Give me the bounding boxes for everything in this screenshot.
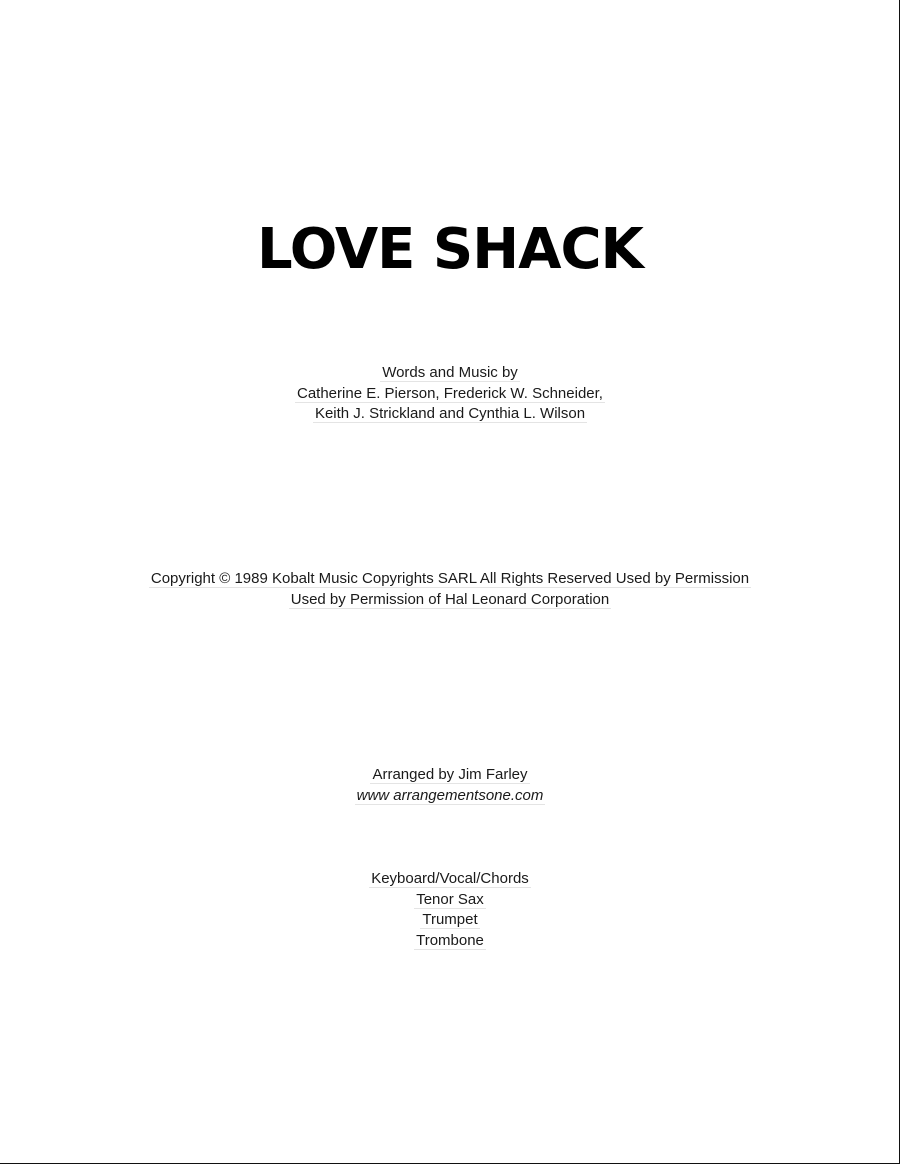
arranger-name: Arranged by Jim Farley	[372, 766, 528, 783]
copyright-line-2: Used by Permission of Hal Leonard Corporation	[290, 590, 610, 608]
credits-writers-line-2: Keith J. Strickland and Cynthia L. Wilson	[314, 405, 586, 422]
instrument-item: Trumpet	[422, 911, 478, 928]
instrument-item: Tenor Sax	[416, 890, 484, 908]
instrument-item: Trombone	[416, 931, 484, 949]
copyright-block	[0, 569, 900, 610]
credits-heading: Words and Music by	[382, 364, 518, 381]
credits-block	[0, 363, 900, 425]
arranger-website-link[interactable]: www arrangementsone.com	[356, 786, 544, 804]
copyright-line-1: Copyright © 1989 Kobalt Music Copyrights SARL All Rights Reserved Used by Permission	[150, 570, 750, 587]
arranger-block	[0, 765, 900, 806]
page-title: LOVE SHACK	[257, 217, 643, 282]
instrument-list	[0, 869, 900, 951]
credits-writers-line-1: Catherine E. Pierson, Frederick W. Schneider,	[297, 384, 603, 402]
instrument-item: Keyboard/Vocal/Chords	[371, 870, 529, 887]
